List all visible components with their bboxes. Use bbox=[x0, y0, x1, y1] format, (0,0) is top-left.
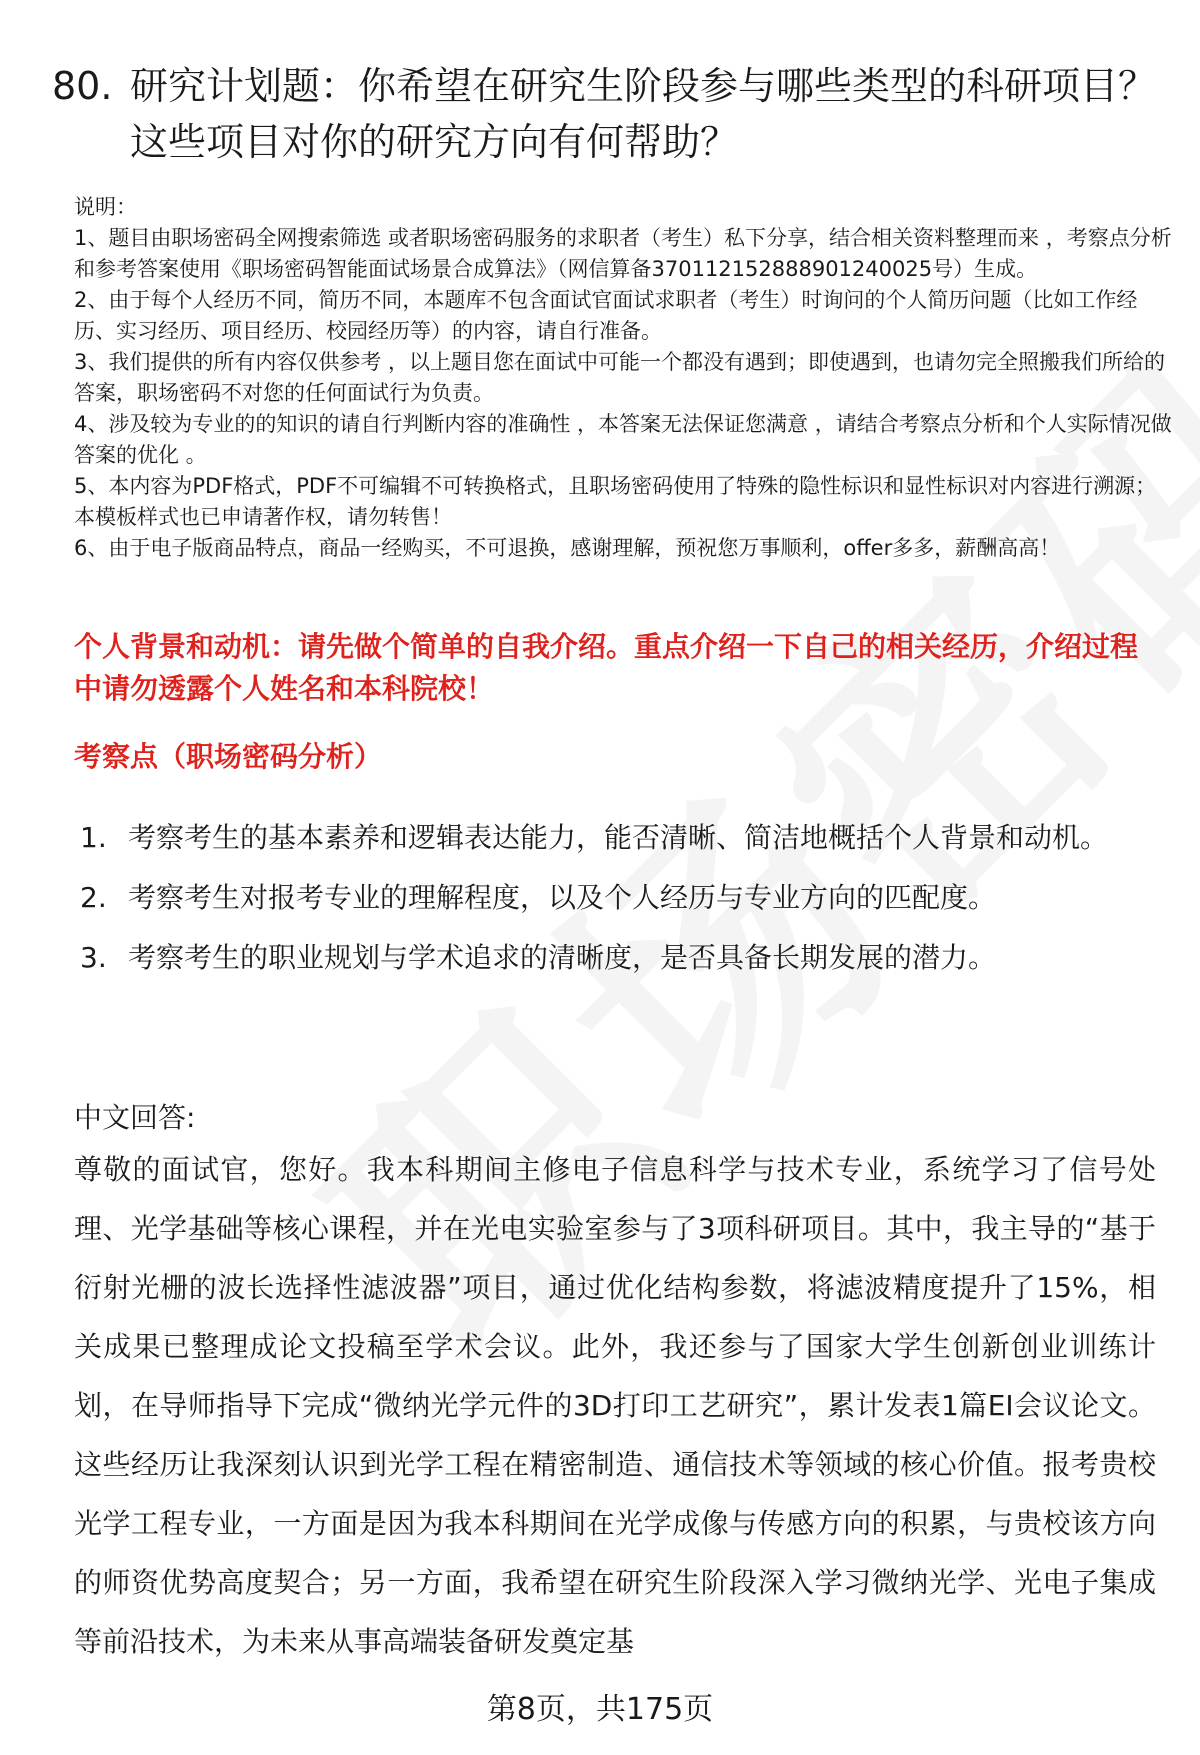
section-subheading: 考察点（职场密码分析） bbox=[74, 740, 383, 773]
question-text: 研究计划题：你希望在研究生阶段参与哪些类型的科研项目？这些项目对你的研究方向有何帮助？ bbox=[130, 64, 1157, 164]
page-footer: 第8页，共175页 bbox=[486, 1692, 714, 1727]
note-item: 3、我们提供的所有内容仅供参考 ，以上题目您在面试中可能一个都没有遇到；即使遇到，也请勿完全照搬我们所给的答案，职场密码不对您的任何面试行为负责。 bbox=[74, 350, 1166, 405]
note-item: 4、涉及较为专业的的知识的请自行判断内容的准确性 ，本答案无法保证您满意 ，请结合考察点分析和个人实际情况做答案的优化 。 bbox=[74, 412, 1172, 467]
note-item: 6、由于电子版商品特点，商品一经购买，不可退换，感谢理解，预祝您万事顺利，offer多多，薪酬高高！ bbox=[74, 536, 1061, 560]
notes-title: 说明： bbox=[74, 195, 137, 219]
list-item bbox=[80, 808, 1140, 868]
note-item: 2、由于每个人经历不同，简历不同，本题库不包含面试官面试求职者（考生）时询问的个人简历问题（比如工作经历、实习经历、项目经历、校园经历等）的内容，请自行准备。 bbox=[74, 288, 1138, 343]
list-item-text: 考察考生的职业规划与学术追求的清晰度，是否具备长期发展的潜力。 bbox=[128, 941, 997, 974]
note-item: 5、本内容为PDF格式，PDF不可编辑不可转换格式，且职场密码使用了特殊的隐性标识和显性标识对内容进行溯源；本模板样式也已申请著作权，请勿转售！ bbox=[74, 474, 1157, 529]
answer-label: 中文回答: bbox=[74, 1101, 196, 1134]
list-item-text: 考察考生的基本素养和逻辑表达能力，能否清晰、简洁地概括个人背景和动机。 bbox=[128, 821, 1109, 854]
note-item: 1、题目由职场密码全网搜索筛选 或者职场密码服务的求职者（考生）私下分享，结合相关资料整理而来 ，考察点分析和参考答案使用《职场密码智能面试场景合成算法》（网信算备370112152888901240025号）生成。 bbox=[74, 226, 1172, 281]
assessment-points-list bbox=[80, 808, 1140, 988]
question-title bbox=[52, 58, 1162, 170]
list-item-text: 考察考生对报考专业的理解程度，以及个人经历与专业方向的匹配度。 bbox=[128, 881, 997, 914]
list-item-number: 2. bbox=[80, 881, 107, 914]
list-item bbox=[80, 928, 1140, 988]
list-item-number: 3. bbox=[80, 941, 107, 974]
notes-block bbox=[74, 192, 1174, 564]
section-heading: 个人背景和动机：请先做个简单的自我介绍。重点介绍一下自己的相关经历，介绍过程中请勿透露个人姓名和本科院校！ bbox=[74, 630, 1139, 705]
question-number: 80. bbox=[52, 64, 113, 108]
answer-text: 尊敬的面试官，您好。我本科期间主修电子信息科学与技术专业，系统学习了信号处理、光学基础等核心课程，并在光电实验室参与了3项科研项目。其中，我主导的“基于衍射光栅的波长选择性滤波器”项目，通过优化结构参数，将滤波精度提升了15%，相关成果已整理成论文投稿至学术会议。此外，我还参与了国家大学生创新创业训练计划，在导师指导下完成“微纳光学元件的3D打印工艺研究”，累计发表1篇EI会议论文。这些经历让我深刻认识到光学工程在精密制造、通信技术等领域的核心价值。报考贵校光学工程专业，一方面是因为我本科期间在光学成像与传感方向的积累，与贵校该方向的师资优势高度契合；另一方面，我希望在研究生阶段深入学习微纳光学、光电子集成等前沿技术，为未来从事高端装备研发奠定基 bbox=[74, 1153, 1156, 1658]
list-item bbox=[80, 868, 1140, 928]
list-item-number: 1. bbox=[80, 821, 107, 854]
